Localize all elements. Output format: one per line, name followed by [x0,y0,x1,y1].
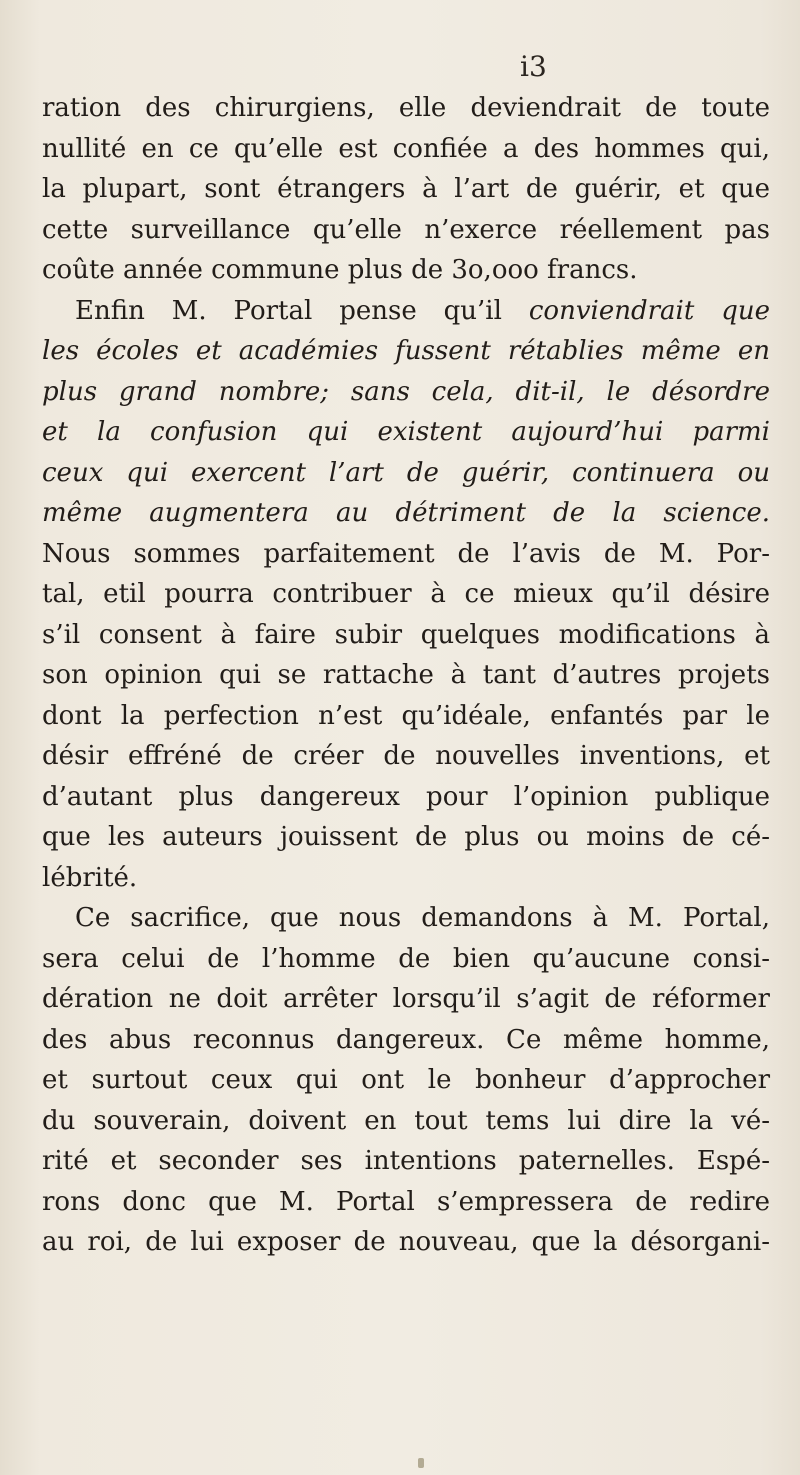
italic-segment: conviendrait que [528,295,770,326]
text-line: nullité en ce qu’elle est confiée a des hommes qui, [42,133,770,164]
text-line: au roi, de lui exposer de nouveau, que la désorgani- [42,1227,770,1257]
text-line: d’autant plus dangereux pour l’opinion publique [42,781,770,812]
italic-line: les écoles et académies fussent rétablies même en [42,336,770,366]
text-line: la plupart, sont étrangers à l’art de guérir, et que [42,174,770,204]
text-line: que les auteurs jouissent de plus ou moins de cé- [42,822,770,852]
paper-speck [418,1458,424,1468]
text-line: des abus reconnus dangereux. Ce même homme, [42,1024,770,1055]
text-line: coûte année commune plus de 3o,ooo francs. [42,255,638,285]
text-line: désir effréné de créer de nouvelles inventions, et [42,741,770,771]
text-line: rons donc que M. Portal s’empressera de redire [42,1186,770,1217]
text-line: et surtout ceux qui ont le bonheur d’approcher [42,1065,770,1095]
italic-line: ceux qui exercent l’art de guérir, continuera ou [42,457,770,488]
text-line: Nous sommes parfaitement de l’avis de M. Por- [42,538,770,569]
page-number: i3 [520,50,547,83]
text-line: cette surveillance qu’elle n’exerce réellement pas [42,214,770,245]
text-line: lébrité. [42,862,138,893]
italic-line: même augmentera au détriment de la science. [42,498,770,528]
italic-line: plus grand nombre; sans cela, dit-il, le désordre [42,376,770,407]
text-line-mixed [42,291,770,332]
italic-line: et la confusion qui existent aujourd’hui parmi [42,417,770,447]
text-line: du souverain, doivent en tout tems lui dire la vé- [42,1105,770,1136]
text-line: Ce sacrifice, que nous demandons à M. Portal, [75,903,770,933]
body-text [42,88,770,1263]
text-line: s’il consent à faire subir quelques modifications à [42,619,770,650]
text-line: son opinion qui se rattache à tant d’autres projets [42,660,770,690]
text-line: dont la perfection n’est qu’idéale, enfantés par le [42,700,770,731]
text-line: rité et seconder ses intentions paternelles. Espé- [42,1146,770,1176]
text-line: ration des chirurgiens, elle deviendrait de toute [42,93,770,123]
text-line: dération ne doit arrêter lorsqu’il s’agit de réformer [42,984,770,1014]
text-line: sera celui de l’homme de bien qu’aucune consi- [42,943,770,974]
text-line: tal, etil pourra contribuer à ce mieux qu’il désire [42,579,770,609]
roman-segment: Enfin M. Portal pense qu’il [75,295,502,326]
